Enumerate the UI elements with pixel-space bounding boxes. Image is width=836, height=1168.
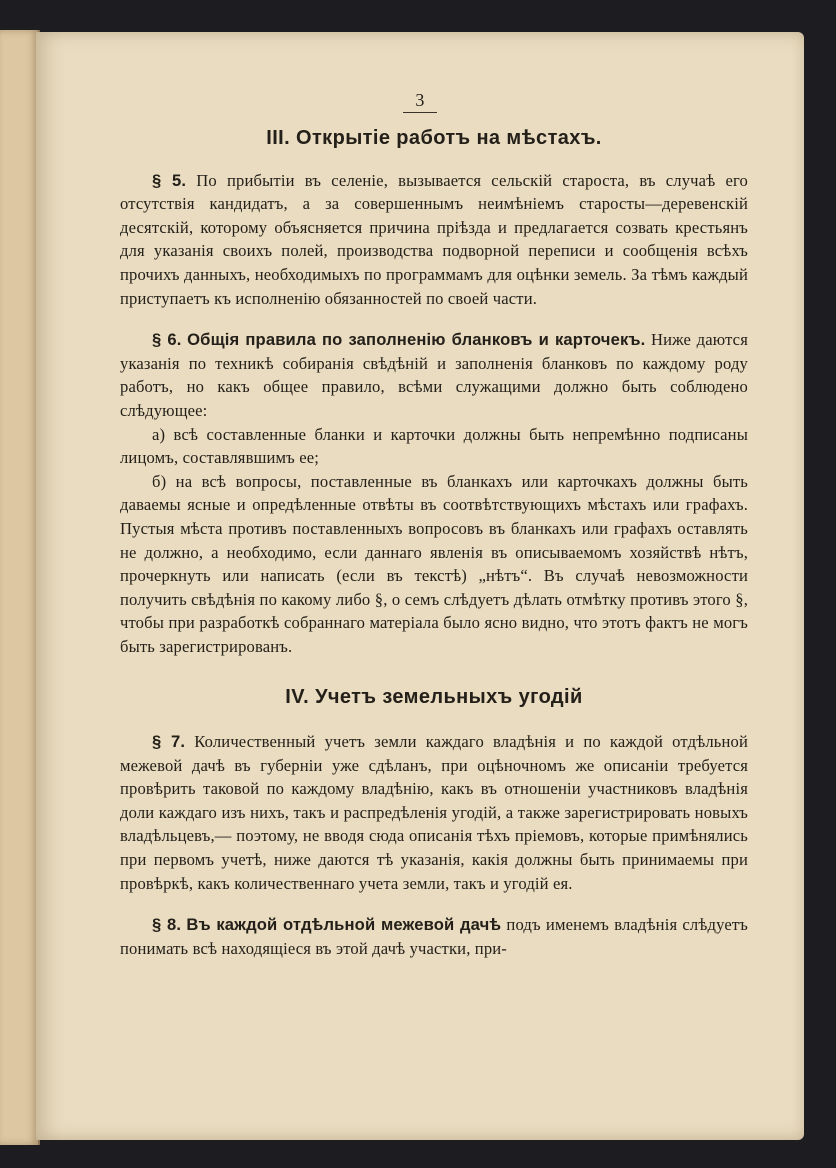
page-content — [120, 90, 748, 960]
section-heading-iii: III. Открытіе работъ на мѣстахъ. — [266, 127, 602, 149]
paragraph-mark: § 7. — [152, 732, 186, 752]
list-item-b: б) на всѣ вопросы, поставленные въ бланкахъ или карточкахъ должны быть даваемы ясные и опредѣленные отвѣты въ соотвѣтствующихъ мѣстахъ или графахъ. Пустыя мѣста противъ поставленныхъ вопросовъ въ бланкахъ или графахъ оставлять не должно, а необходимо, если даннаго явленія въ описываемомъ хозяйствѣ нѣтъ, прочеркнуть или написать (если въ текстѣ) „нѣтъ“. Въ случаѣ невозможности получить свѣдѣнія по какому либо §, о семъ слѣдуетъ дѣлать отмѣтку противъ этого §, чтобы при разработкѣ собраннаго матеріала было ясно видно, что этотъ фактъ не могъ быть зарегистрированъ. — [120, 471, 748, 656]
paragraph-6 — [120, 328, 748, 422]
paragraph-mark: § 6. — [152, 330, 182, 350]
paragraph-text: Ниже даются указанія по техникѣ собиранія свѣдѣній и заполненія бланковъ по каждому роду работъ, но какъ общее правило, всѣми служащими должно быть соблюдено слѣдующее: — [120, 330, 748, 420]
adjacent-page-edge — [0, 30, 40, 1145]
section-heading-iv: IV. Учетъ земельныхъ угодій — [285, 686, 583, 709]
page-number: 3 — [120, 90, 748, 113]
paragraph-title: Общія правила по заполненію бланковъ и карточекъ. — [187, 330, 646, 350]
paragraph-text: По прибытіи въ селеніе, вызывается сельскій староста, въ случаѣ его отсутствія кандидатъ, а за совершеннымъ неимѣніемъ старосты—деревенскій десятскій, которому объясняется причина пріѣзда и предлагается созвать крестьянъ для указанія своихъ полей, производства подворной переписи и сообщенія всѣхъ прочихъ данныхъ, необходимыхъ по программамъ для оцѣнки земель. За тѣмъ каждый приступаетъ къ исполненію обязанностей по своей части. — [120, 170, 748, 308]
paragraph-7 — [120, 730, 748, 895]
paragraph-8 — [120, 913, 748, 960]
paragraph-title: Въ каждой отдѣльной межевой дачѣ — [186, 915, 502, 935]
book-page — [36, 32, 804, 1140]
paragraph-mark: § 5. — [152, 170, 187, 190]
list-item-a: а) всѣ составленные бланки и карточки должны быть непремѣнно подписаны лицомъ, составлявшимъ ее; — [120, 424, 748, 468]
paragraph-mark: § 8. — [152, 915, 182, 935]
paragraph-text: Количественный учетъ земли каждаго владѣнія и по каждой отдѣльной межевой дачѣ въ губерніи уже сдѣланъ, при оцѣночномъ же описаніи требуется провѣрить таковой по каждому владѣнію, какъ въ отношеніи участниковъ владѣнія доли каждаго изъ нихъ, такъ и распредѣленія угодій, а также зарегистрировать новыхъ владѣльцевъ,— поэтому, не вводя сюда описанія тѣхъ пріемовъ, которые примѣнялись при первомъ учетѣ, ниже даются тѣ указанія, какія должны быть принимаемы при провѣркѣ, какъ количественнаго учета земли, такъ и угодій ея. — [120, 732, 749, 893]
paragraph-text: подъ именемъ владѣнія слѣдуетъ понимать всѣ находящіеся въ этой дачѣ участки, при- — [120, 915, 748, 958]
paragraph-5 — [120, 169, 748, 311]
